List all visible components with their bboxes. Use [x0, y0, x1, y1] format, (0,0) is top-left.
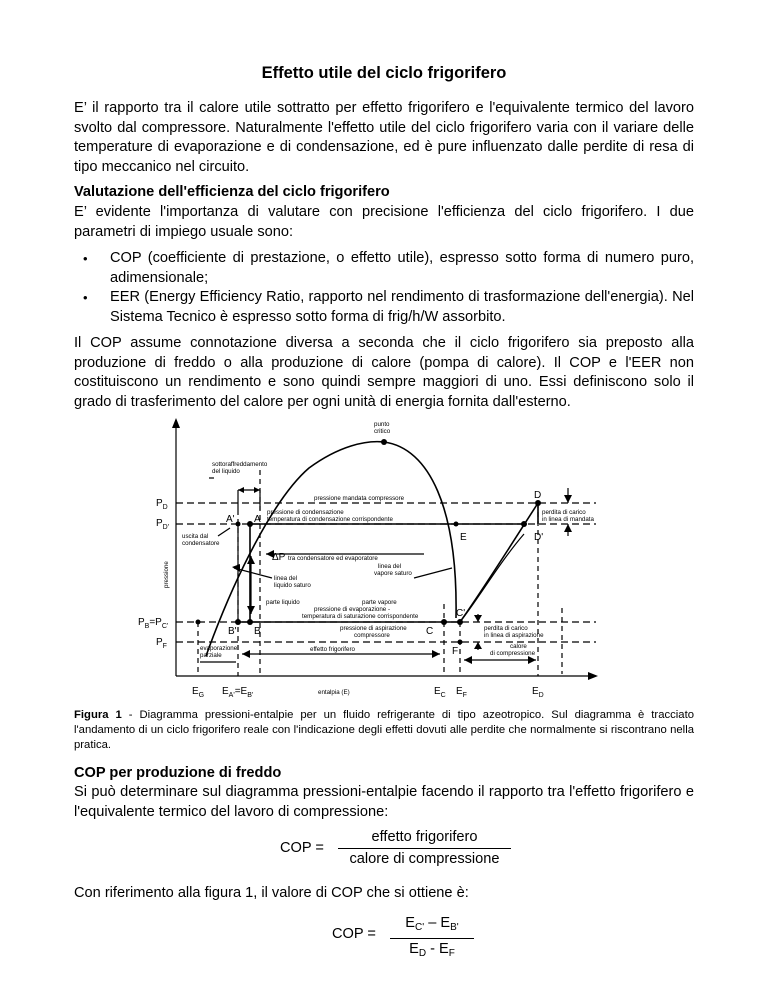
- svg-text:compressore: compressore: [354, 632, 390, 639]
- label-point-b: B: [254, 626, 261, 637]
- compression-line: [460, 503, 538, 622]
- section-heading-cop: COP per produzione di freddo: [74, 765, 282, 781]
- parameter-list: [74, 249, 694, 327]
- caption-label: Figura 1: [74, 709, 122, 721]
- point-d1: [521, 521, 527, 527]
- label-point-a: A: [254, 514, 261, 525]
- label-uscita-condensatore: uscita dal: [182, 533, 209, 540]
- formula2-numerator: $E_{C'} - E_{B'}$: [405, 915, 459, 933]
- axis-label-pb-pc1: $P_B=P_{C'}$: [138, 617, 169, 630]
- axis-label-ea-eb: $E_{A'}=E_{B'}$: [222, 686, 254, 699]
- svg-text:temperatura di saturazione cor: temperatura di saturazione corrispondente: [302, 613, 419, 620]
- formula1-numerator: effetto frigorifero: [371, 829, 478, 845]
- label-point-a1: A': [226, 514, 235, 525]
- label-perdita-aspirazione: perdita di carico: [484, 625, 528, 632]
- caption-text: - Diagramma pressioni-entalpie per un fluido refrigerante di tipo azeotropico. Sul diagramma è tracciato l'andamento di un ciclo frigorifero reale con l'indicazione degli effetti dovuti alle perdite che normalmente si riscontrano nella pratica.: [74, 709, 694, 751]
- label-point-e: E: [460, 532, 467, 543]
- svg-text:in linea di mandata: in linea di mandata: [542, 516, 594, 523]
- label-sottoraffreddamento: sottoraffreddamento: [212, 461, 268, 468]
- pressure-enthalpy-diagram: [134, 418, 598, 706]
- svg-text:parziale: parziale: [200, 652, 222, 659]
- label-delta-p-text: tra condensatore ed evaporatore: [288, 555, 378, 562]
- formula2-denominator: $E_D - E_F$: [409, 941, 455, 959]
- axis-label-ef: $E_F$: [456, 686, 467, 699]
- point-a1: [236, 522, 241, 527]
- axis-label-pd1: $P_{D'}$: [156, 518, 170, 531]
- cop-description-paragraph: Il COP assume connotazione diversa a seconda che il ciclo frigorifero sia preposto alla produzione di freddo o alla produzione di calore (pompa di calore). Il COP e l'EER non costituiscono un rendimento e sono quindi sempre maggiori di uno. Essi definiscono solo il grado di trasferimento del calore per ogni unità di energia fornita dall'esterno.: [74, 335, 694, 410]
- svg-text:condensatore: condensatore: [182, 540, 220, 547]
- label-point-f: F: [452, 646, 459, 657]
- critical-point: [381, 439, 387, 445]
- svg-text:vapore saturo: vapore saturo: [374, 570, 412, 577]
- figure-reference-paragraph: Con riferimento alla figura 1, il valore di COP che si ottiene è:: [74, 885, 469, 901]
- label-effetto-frigorifero: effetto frigorifero: [310, 646, 355, 653]
- formula2-fraction: [390, 914, 474, 963]
- label-point-c1: C': [456, 608, 466, 619]
- label-point-d: D: [534, 490, 542, 501]
- list-item-eer: • EER (Energy Efficiency Ratio, rapporto nel rendimento di trasformazione dell'energia). Nel Sistema Tecnico è espresso sotto forma di frig/h/W assorbito.: [74, 288, 694, 327]
- formula1-denominator: calore di compressione: [349, 851, 500, 867]
- label-point-d1: D': [534, 532, 544, 543]
- intro-paragraph: E’ il rapporto tra il calore utile sottratto per effetto frigorifero e l'equivalente termico del lavoro svolto dal compressore. Naturalmente l'effetto utile del ciclo frigorifero varia con il variare delle temperature di evaporazione e di condensazione, ed è pure influenzato dalle perdite di resa di tipo meccanico nel circuito.: [74, 100, 694, 175]
- label-pressione-condensazione: pressione di condensazione: [267, 509, 344, 516]
- label-evaporazione-parziale: evaporazione: [200, 645, 238, 652]
- label-point-c: C: [426, 626, 434, 637]
- point-e: [454, 522, 459, 527]
- label-parte-liquido: parte liquido: [266, 599, 300, 606]
- label-perdita-mandata: perdita di carico: [542, 509, 586, 516]
- point-c1: [457, 619, 463, 625]
- label-calore-compressione: calore: [510, 643, 527, 650]
- label-pressione-aspirazione: pressione di aspirazione: [340, 625, 407, 632]
- svg-text:critico: critico: [374, 428, 391, 435]
- formula-cop-definition: [280, 828, 520, 870]
- point-b: [247, 619, 253, 625]
- axis-label-ec: $E_C$: [434, 686, 446, 699]
- formula1-lhs: COP =: [280, 840, 324, 856]
- point-a: [247, 521, 253, 527]
- point-b1: [235, 619, 241, 625]
- label-linea-vapore: linea del: [378, 563, 402, 570]
- point-f: [458, 640, 463, 645]
- label-parte-vapore: parte vapore: [362, 599, 397, 606]
- label-pressione-axis: pressione: [163, 561, 170, 588]
- svg-text:temperatura di condensazione c: temperatura di condensazione corrispondente: [267, 516, 393, 523]
- axis-label-pd: $P_D$: [156, 498, 168, 511]
- label-entalpia: entalpia (E): [318, 689, 350, 696]
- page-title: Effetto utile del ciclo frigorifero: [261, 64, 507, 82]
- efficiency-paragraph: E’ evidente l'importanza di valutare con precisione l'efficienza del ciclo frigorifero. I due parametri di impiego usuale sono:: [74, 204, 694, 240]
- svg-text:di compressione: di compressione: [490, 650, 536, 657]
- label-delta-p: ΔP: [272, 552, 286, 563]
- axis-label-eg: $E_G$: [192, 686, 205, 699]
- cop-paragraph: Si può determinare sul diagramma pressioni-entalpie facendo il rapporto tra l'effetto frigorifero e l'equivalente termico del lavoro di compressione:: [74, 784, 694, 820]
- formula2-lhs: COP =: [332, 926, 376, 942]
- point-g: [196, 620, 201, 625]
- list-item-cop: • COP (coefficiente di prestazione, o effetto utile), espresso sotto forma di numero puro, adimensionale;: [74, 249, 694, 288]
- label-pressione-evaporazione: pressione di evaporazione -: [314, 606, 391, 613]
- label-punto-critico: punto: [374, 421, 390, 428]
- axis-label-pf: $P_F$: [156, 637, 167, 650]
- svg-text:del liquido: del liquido: [212, 468, 240, 475]
- formula-cop-enthalpy: [332, 914, 492, 959]
- label-pressione-mandata: pressione mandata compressore: [314, 495, 405, 502]
- formula1-fraction: [338, 828, 511, 869]
- point-c: [441, 619, 447, 625]
- svg-text:in linea di aspirazione: in linea di aspirazione: [484, 632, 544, 639]
- axis-label-ed: $E_D$: [532, 686, 544, 699]
- label-linea-liquido: linea del: [274, 575, 298, 582]
- label-point-b1: B': [228, 626, 237, 637]
- figure-caption: [74, 708, 694, 753]
- svg-text:liquido saturo: liquido saturo: [274, 582, 311, 589]
- section-heading-efficiency: Valutazione dell'efficienza del ciclo frigorifero: [74, 184, 390, 200]
